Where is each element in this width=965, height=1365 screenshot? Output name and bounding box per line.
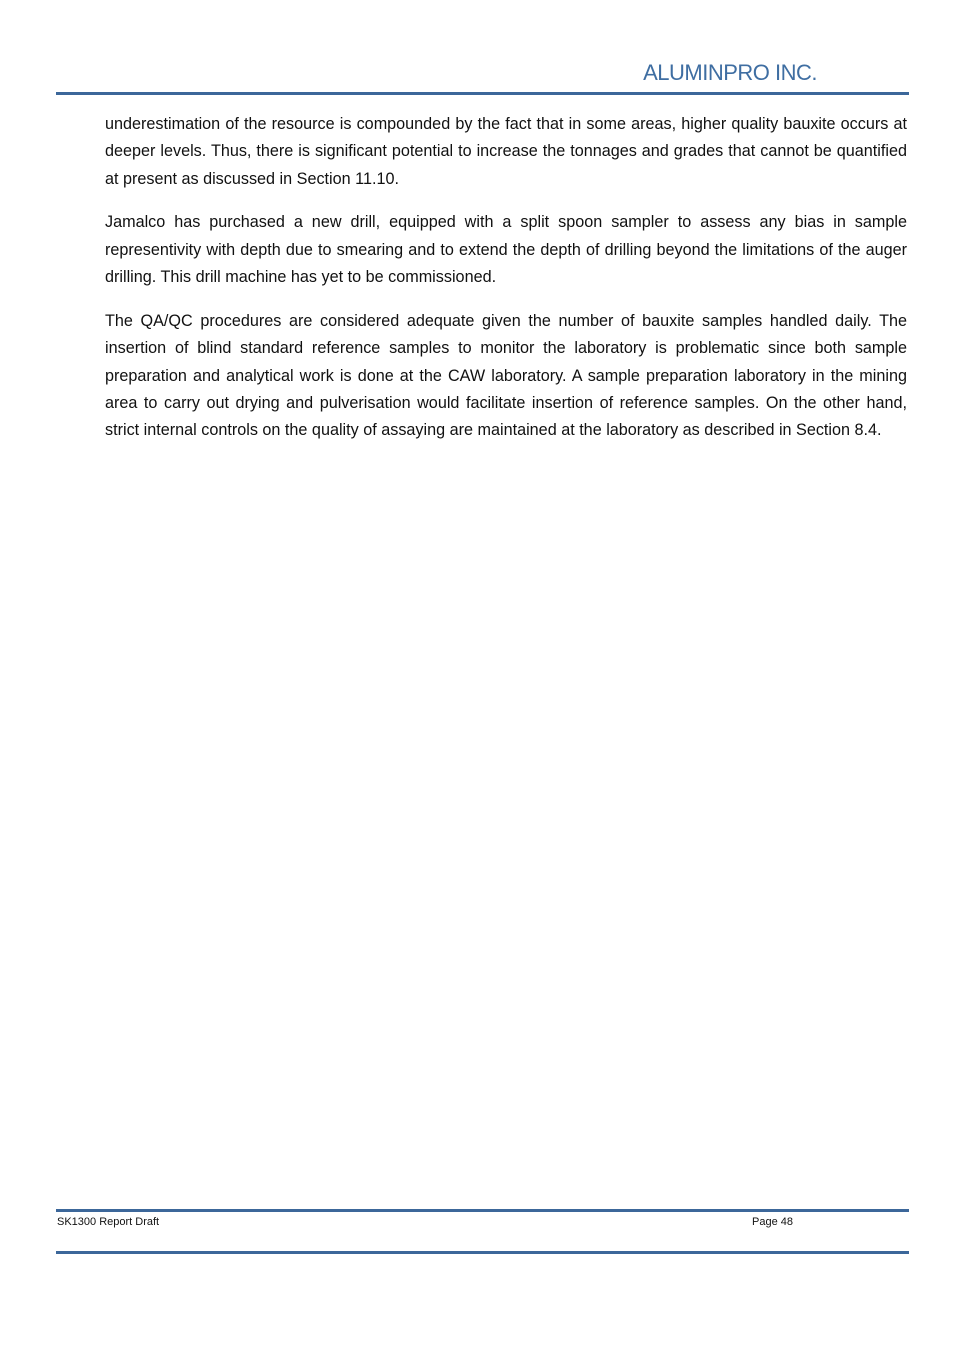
footer-page-number: Page 48 <box>752 1216 793 1228</box>
paragraph-3: The QA/QC procedures are considered adequate given the number of bauxite samples handled daily. The insertion of blind standard reference samples to monitor the laboratory is problematic since both sample preparation and analytical work is done at the CAW laboratory. A sample preparation laboratory in the mining area to carry out drying and pulverisation would facilitate insertion of reference samples. On the other hand, strict internal controls on the quality of assaying are maintained at the laboratory as described in Section 8.4. <box>105 311 907 440</box>
header-company-name: ALUMINPRO INC. <box>643 60 817 85</box>
footer-divider-bottom <box>56 1251 909 1254</box>
paragraph-1: underestimation of the resource is compounded by the fact that in some areas, higher quality bauxite occurs at deeper levels. Thus, there is significant potential to increase the tonnages and grades that cannot be quantified at present as discussed in Section 11.10. <box>105 115 907 188</box>
paragraph-2: Jamalco has purchased a new drill, equipped with a split spoon sampler to assess any bias in sample representivity with depth due to smearing and to extend the depth of drilling beyond the limitations of the auger drilling. This drill machine has yet to be commissioned. <box>105 213 907 287</box>
body-text <box>105 111 907 461</box>
footer-divider-top <box>56 1209 909 1212</box>
header-divider <box>56 92 909 95</box>
footer-document-title: SK1300 Report Draft <box>57 1216 160 1228</box>
